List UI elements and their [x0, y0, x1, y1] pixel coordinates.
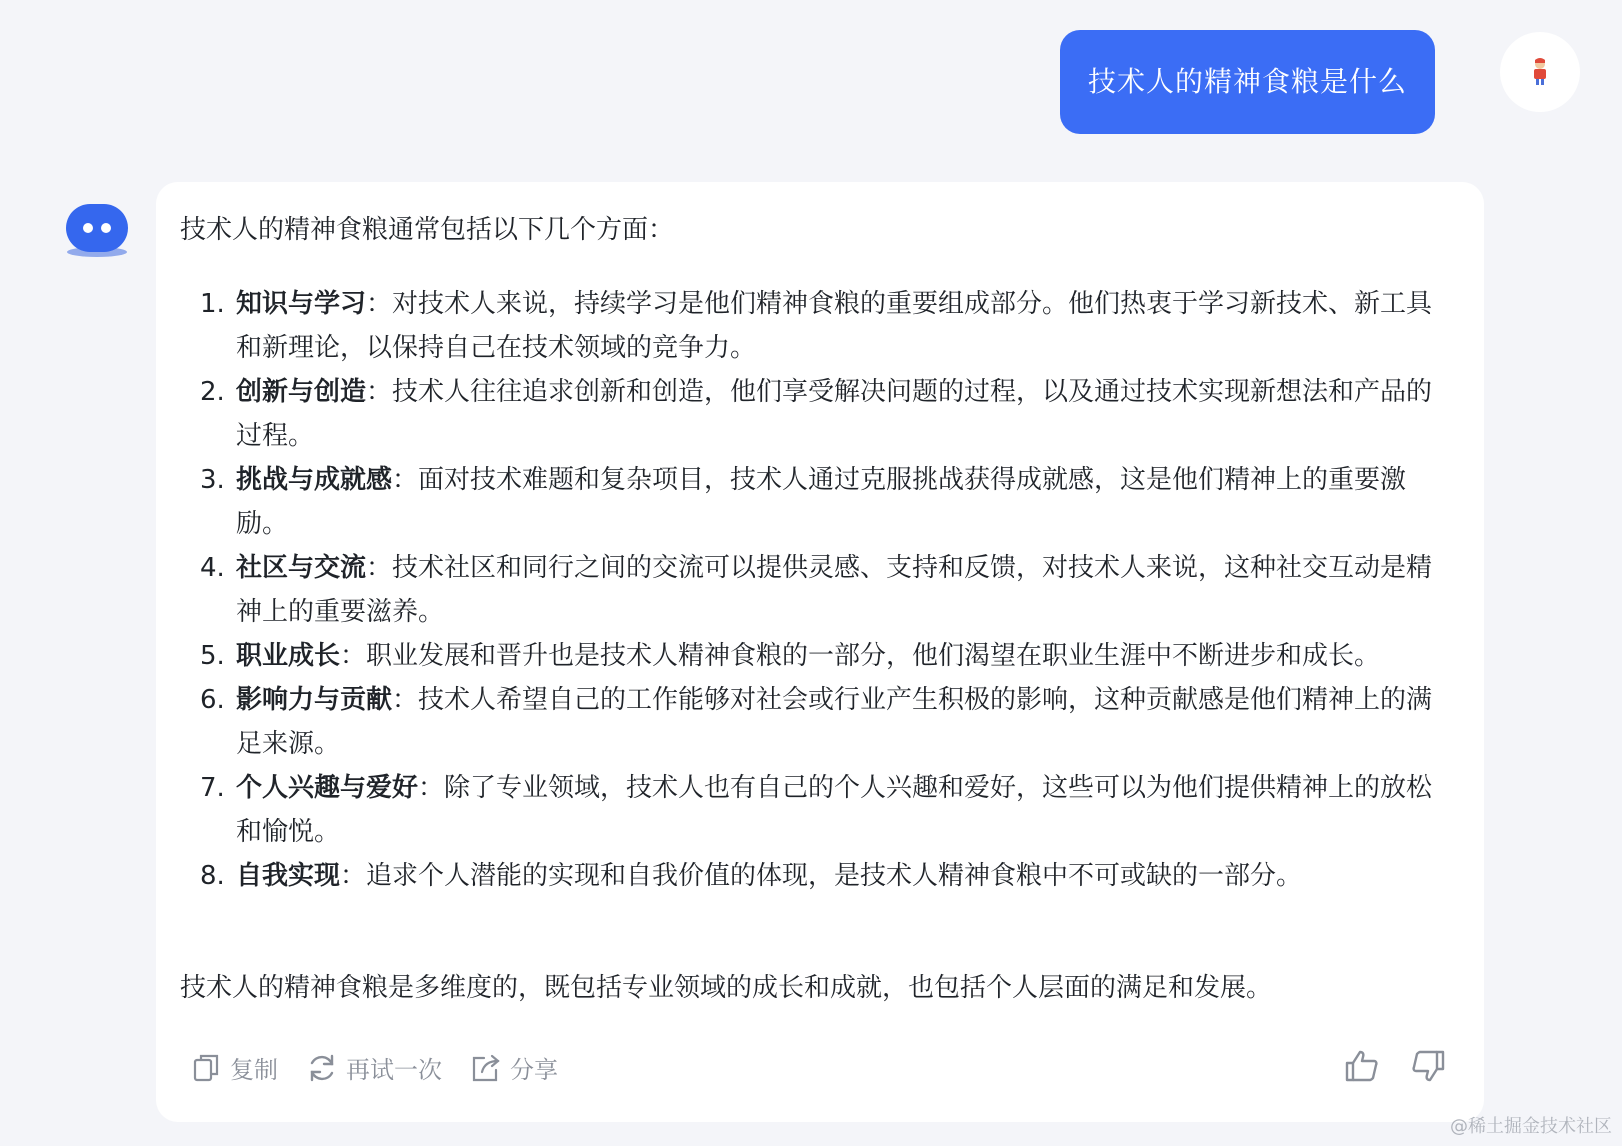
answer-list	[180, 282, 1450, 898]
list-item-number: 4.	[200, 553, 225, 583]
list-item	[180, 370, 1450, 458]
list-item	[180, 634, 1450, 678]
list-item	[180, 458, 1450, 546]
retry-button[interactable]	[306, 1050, 442, 1085]
list-item-text: ：技术人希望自己的工作能够对社会或行业产生积极的影响，这种贡献感是他们精神上的满足来源。	[236, 685, 1433, 759]
feedback-buttons	[1314, 1048, 1446, 1088]
copy-label: 复制	[230, 1056, 278, 1084]
list-item-number: 3.	[200, 465, 225, 495]
user-avatar-icon[interactable]	[1500, 32, 1580, 112]
list-item	[180, 854, 1450, 898]
like-button[interactable]	[1344, 1048, 1380, 1088]
list-item-title: 社区与交流	[236, 553, 367, 583]
thumbs-up-icon	[1344, 1048, 1380, 1084]
dislike-button[interactable]	[1410, 1048, 1446, 1088]
answer-intro: 技术人的精神食粮通常包括以下几个方面：	[180, 215, 675, 245]
retry-icon	[306, 1052, 338, 1084]
message-actions	[192, 1050, 586, 1085]
list-item-text: ：技术社区和同行之间的交流可以提供灵感、支持和反馈，对技术人来说，这种社交互动是精神上的重要滋养。	[236, 553, 1433, 627]
list-item	[180, 546, 1450, 634]
list-item-text: ：除了专业领域，技术人也有自己的个人兴趣和爱好，这些可以为他们提供精神上的放松和愉悦。	[236, 773, 1433, 847]
bot-avatar-icon	[64, 202, 134, 262]
list-item-text: ：职业发展和晋升也是技术人精神食粮的一部分，他们渴望在职业生涯中不断进步和成长。	[340, 641, 1381, 671]
share-button[interactable]	[470, 1050, 558, 1085]
share-icon	[470, 1052, 502, 1084]
list-item	[180, 282, 1450, 370]
answer-summary: 技术人的精神食粮是多维度的，既包括专业领域的成长和成就，也包括个人层面的满足和发展。	[180, 973, 1273, 1003]
copy-icon	[192, 1052, 222, 1084]
list-item-number: 7.	[200, 773, 225, 803]
thumbs-down-icon	[1410, 1048, 1446, 1084]
answer-card	[156, 182, 1484, 1122]
user-message-row	[0, 30, 1622, 134]
user-message-bubble: 技术人的精神食粮是什么	[1060, 30, 1435, 134]
list-item-number: 8.	[200, 861, 225, 891]
list-item	[180, 678, 1450, 766]
list-item-title: 知识与学习	[236, 289, 367, 319]
list-item	[180, 766, 1450, 854]
list-item-number: 2.	[200, 377, 225, 407]
share-label: 分享	[510, 1056, 558, 1084]
list-item-title: 影响力与贡献	[236, 685, 393, 715]
list-item-text: ：对技术人来说，持续学习是他们精神食粮的重要组成部分。他们热衷于学习新技术、新工具和新理论，以保持自己在技术领域的竞争力。	[236, 289, 1433, 363]
list-item-title: 挑战与成就感	[236, 465, 393, 495]
list-item-title: 职业成长	[236, 641, 341, 671]
retry-label: 再试一次	[346, 1056, 442, 1084]
watermark: @稀土掘金技术社区	[1450, 1116, 1612, 1137]
list-item-text: ：技术人往往追求创新和创造，他们享受解决问题的过程，以及通过技术实现新想法和产品的过程。	[236, 377, 1433, 451]
list-item-number: 6.	[200, 685, 225, 715]
list-item-text: ：追求个人潜能的实现和自我价值的体现，是技术人精神食粮中不可或缺的一部分。	[340, 861, 1303, 891]
list-item-title: 创新与创造	[236, 377, 367, 407]
copy-button[interactable]	[192, 1050, 278, 1085]
list-item-title: 个人兴趣与爱好	[236, 773, 419, 803]
list-item-text: ：面对技术难题和复杂项目，技术人通过克服挑战获得成就感，这是他们精神上的重要激励。	[236, 465, 1407, 539]
list-item-number: 1.	[200, 289, 225, 319]
list-item-number: 5.	[200, 641, 225, 671]
list-item-title: 自我实现	[236, 861, 341, 891]
